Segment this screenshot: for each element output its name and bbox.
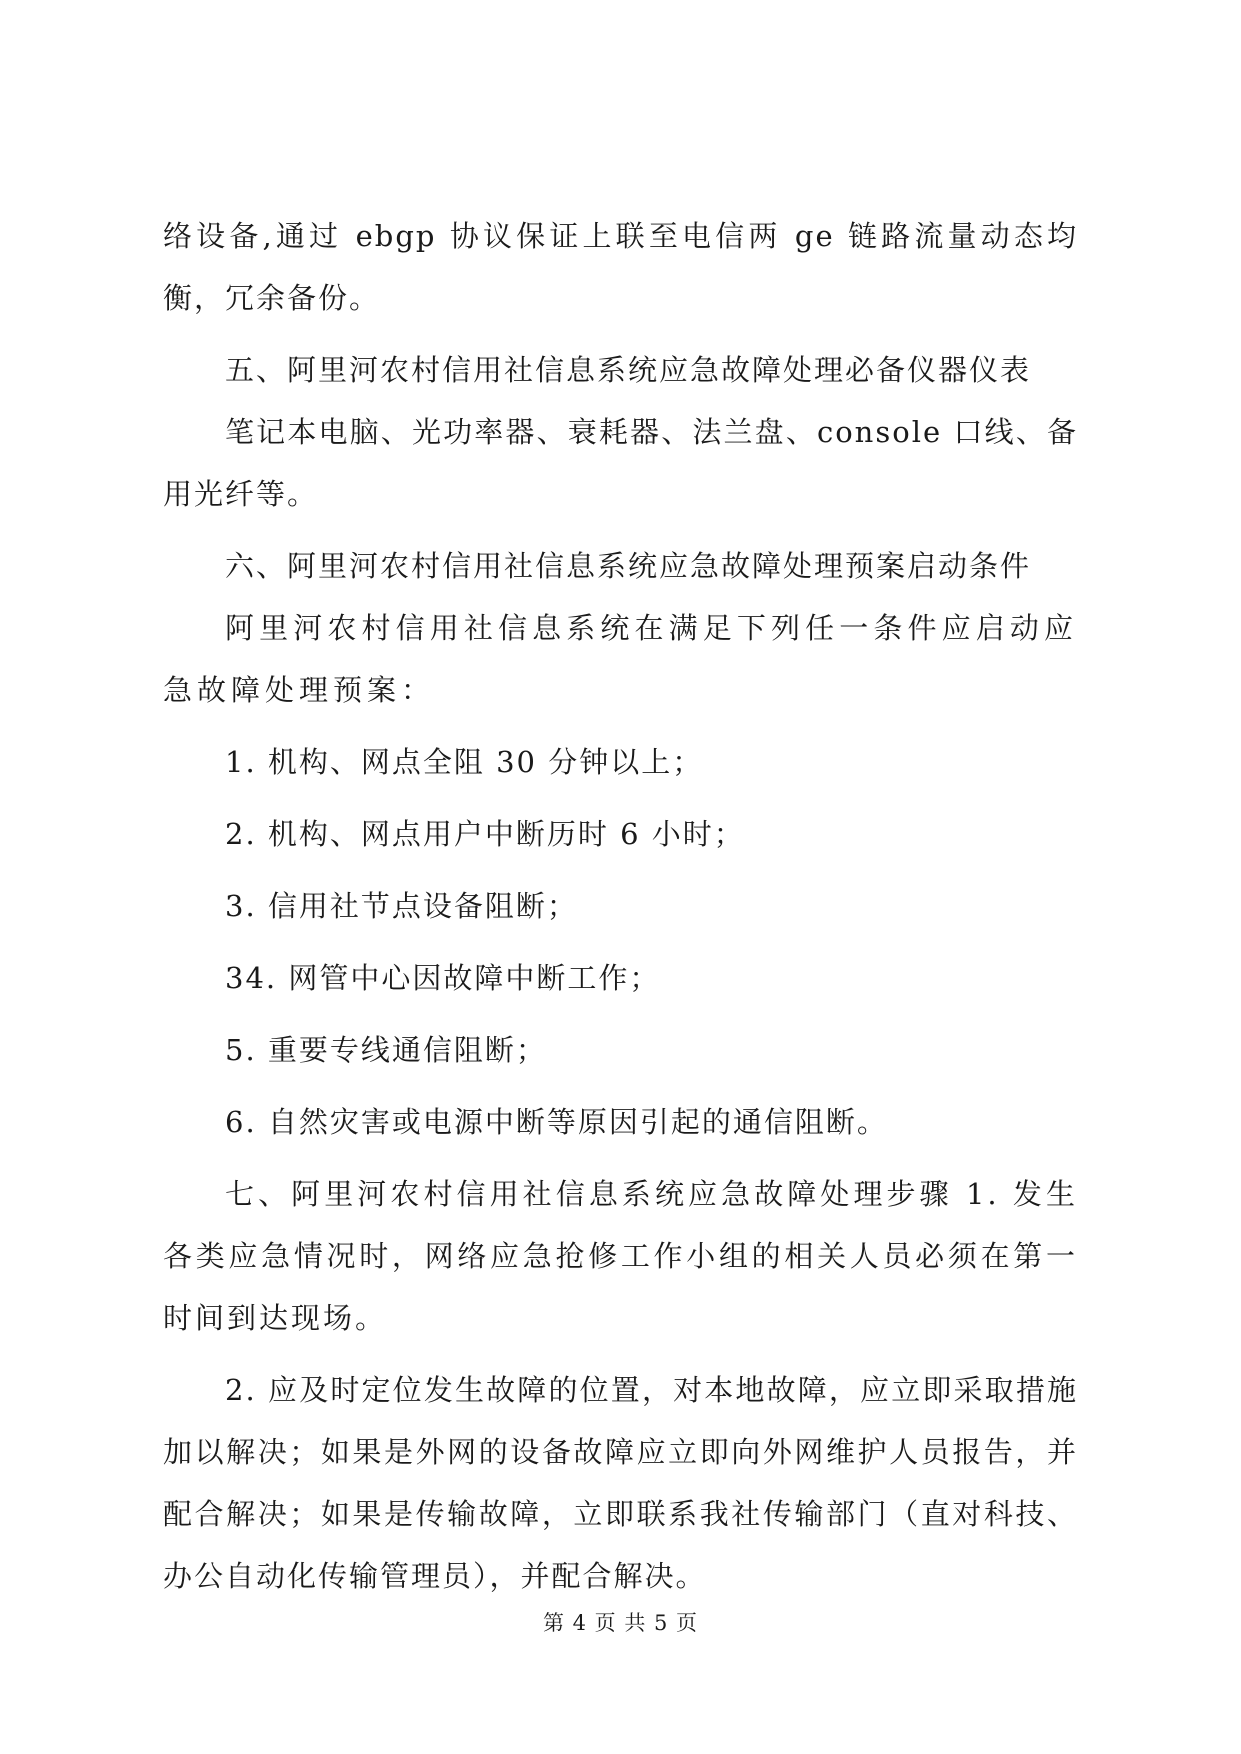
paragraph-step-2: 2. 应及时定位发生故障的位置，对本地故障，应立即采取措施加以解决；如果是外网的设备故障应立即向外网维护人员报告，并配合解决；如果是传输故障，立即联系我社传输部门（直对科技、办公自动化传输管理员），并配合解决。 [163, 1373, 1078, 1593]
heading-section-5: 五、阿里河农村信用社信息系统应急故障处理必备仪器仪表 [225, 353, 1032, 387]
page-number-footer: 第 4 页 共 5 页 [542, 1611, 699, 1635]
heading-section-6: 六、阿里河农村信用社信息系统应急故障处理预案启动条件 [225, 549, 1032, 583]
list-item-condition-6: 6. 自然灾害或电源中断等原因引起的通信阻断。 [225, 1105, 888, 1139]
paragraph-network-equipment: 络设备,通过 ebgp 协议保证上联至电信两 ge 链路流量动态均衡，冗余备份。 [163, 219, 1078, 315]
list-item-condition-5: 5. 重要专线通信阻断； [225, 1033, 547, 1067]
list-item-condition-1: 1. 机构、网点全阻 30 分钟以上； [225, 745, 704, 779]
paragraph-instruments: 笔记本电脑、光功率器、衰耗器、法兰盘、console 口线、备用光纤等。 [163, 415, 1078, 511]
document-body [163, 205, 1078, 1607]
list-item-condition-4: 34. 网管中心因故障中断工作； [225, 961, 661, 995]
list-item-condition-2: 2. 机构、网点用户中断历时 6 小时； [225, 817, 745, 851]
list-item-condition-3: 3. 信用社节点设备阻断； [225, 889, 578, 923]
paragraph-trigger-conditions: 阿里河农村信用社信息系统在满足下列任一条件应启动应急故障处理预案： [163, 611, 1078, 707]
heading-section-7: 七、阿里河农村信用社信息系统应急故障处理步骤 1. 发生各类应急情况时，网络应急抢修工作小组的相关人员必须在第一时间到达现场。 [163, 1177, 1078, 1335]
